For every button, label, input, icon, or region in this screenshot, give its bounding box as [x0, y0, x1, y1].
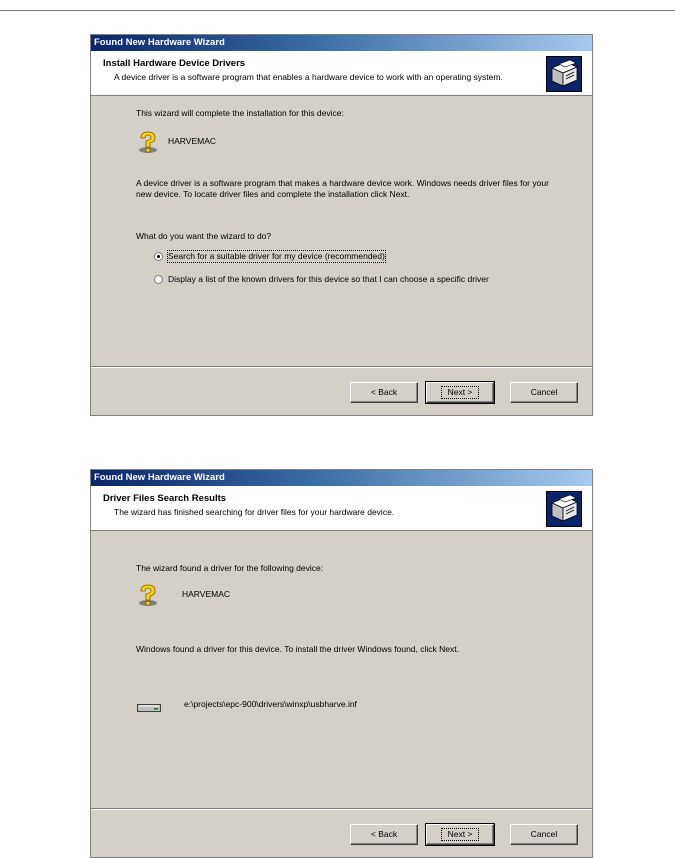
wizard-install-drivers — [90, 34, 593, 416]
header-subtitle: A device driver is a software program that enables a hardware device to work with an operating system. — [114, 72, 503, 82]
driver-description: A device driver is a software program that makes a hardware device work. Windows needs driver files for your new device. To locate driver files and complete the installation click Next. — [136, 178, 549, 199]
header-title: Driver Files Search Results — [103, 493, 227, 504]
next-button[interactable]: Next > — [426, 824, 494, 845]
option-search-driver-label: Search for a suitable driver for my device (recommended) — [168, 251, 385, 261]
footer-divider — [91, 808, 592, 810]
wizard-search-results — [90, 469, 593, 858]
wizard-body — [91, 96, 592, 367]
drive-icon — [137, 703, 161, 713]
hardware-box-icon — [546, 491, 582, 527]
window-title: Found New Hardware Wizard — [91, 35, 592, 51]
device-name: HARVEMAC — [182, 589, 231, 599]
radio-display-list[interactable] — [154, 275, 163, 284]
next-button[interactable]: Next > — [426, 382, 494, 403]
found-message: Windows found a driver for this device. To install the driver Windows found, click Next. — [136, 644, 459, 654]
back-button[interactable]: < Back — [350, 382, 418, 403]
driver-path: e:\projects\epc-900\drivers\winxp\usbharve.inf — [184, 699, 357, 709]
page-top-rule — [0, 10, 675, 11]
wizard-body — [91, 531, 592, 809]
unknown-device-question-icon — [135, 130, 161, 156]
device-name: HARVEMAC — [168, 136, 217, 146]
radio-search-driver[interactable] — [154, 252, 163, 261]
window-title: Found New Hardware Wizard — [91, 470, 592, 486]
question-text: What do you want the wizard to do? — [136, 231, 272, 241]
option-display-list[interactable] — [154, 274, 554, 285]
hardware-box-icon — [546, 56, 582, 92]
back-button[interactable]: < Back — [350, 824, 418, 845]
wizard-header — [91, 51, 592, 96]
intro-text: The wizard found a driver for the following device: — [136, 563, 324, 573]
footer-divider — [91, 366, 592, 368]
unknown-device-question-icon — [135, 583, 161, 609]
cancel-button[interactable]: Cancel — [510, 382, 578, 403]
option-display-list-label: Display a list of the known drivers for this device so that I can choose a specific driver — [168, 274, 489, 284]
intro-text: This wizard will complete the installation for this device: — [136, 108, 344, 118]
option-search-driver[interactable] — [154, 251, 385, 262]
cancel-button[interactable]: Cancel — [510, 824, 578, 845]
header-title: Install Hardware Device Drivers — [103, 58, 246, 69]
wizard-header — [91, 486, 592, 531]
header-subtitle: The wizard has finished searching for driver files for your hardware device. — [114, 507, 395, 517]
